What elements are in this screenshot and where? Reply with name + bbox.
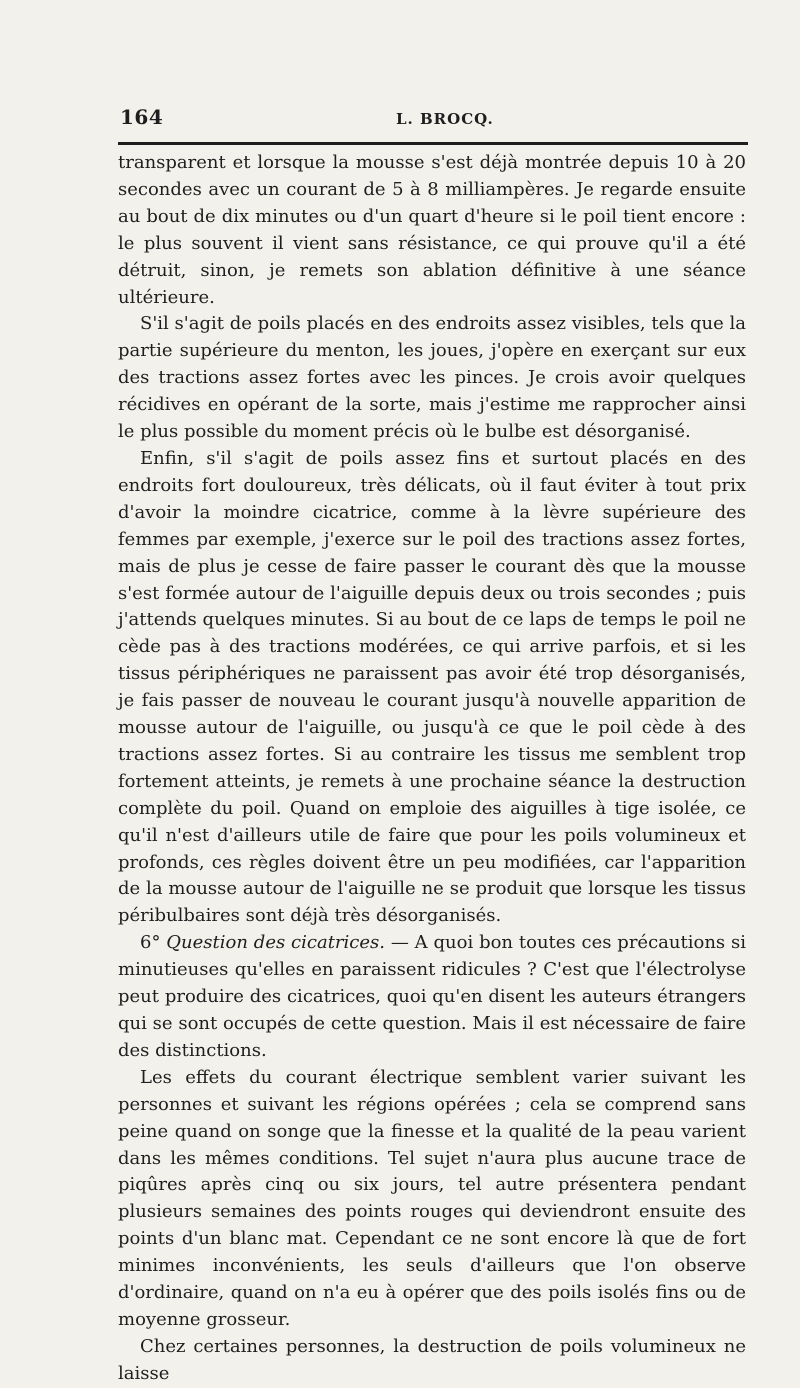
header-rule (118, 142, 748, 145)
paragraph-3: Enfin, s'il s'agit de poils assez fins et surtout placés en des endroits fort douloureux, très délicats, où il faut éviter à tout prix d'avoir la moindre cicatrice, comme à la lèvre supérieure des femmes par exemple, j'exerce sur le poil des tractions assez fortes, mais de plus je cesse de faire passer le courant dès que la mousse s'est formée autour de l'aiguille depuis deux ou trois secondes ; puis j'attends quelques minutes. Si au bout de ce laps de temps le poil ne cède pas à des tractions modérées, ce qui arrive parfois, et si les tissus périphériques ne paraissent pas avoir été trop désorganisés, je fais passer de nouveau le courant jusqu'à nouvelle apparition de mousse autour de l'aiguille, ou jusqu'à ce que le poil cède à des tractions assez fortes. Si au contraire les tissus me semblent trop fortement atteints, je remets à une prochaine séance la destruction complète du poil. Quand on emploie des aiguilles à tige isolée, ce qu'il n'est d'ailleurs utile de faire que pour les poils volumineux et profonds, ces règles doivent être un peu modifiées, car l'apparition de la mousse autour de l'aiguille ne se produit que lorsque les tissus péribulbaires sont déjà très désorganisés. (118, 447, 746, 927)
page-header (118, 103, 746, 137)
running-head: L. BROCQ. (396, 110, 494, 128)
paragraph-4 (118, 930, 746, 1065)
section-heading: Question des cicatrices. (166, 932, 385, 954)
body-text (118, 150, 746, 1388)
paragraph-4-text: — A quoi bon toutes ces précautions si minutieuses qu'elles en paraissent ridicules ? C'est que l'électrolyse peut produire des cicatrices, quoi qu'en disent les auteurs étrangers qui se sont occupés de cette question. Mais il est nécessaire de faire des distinctions. (118, 932, 746, 1061)
paragraph-5: Les effets du courant électrique semblent varier suivant les personnes et suivant les régions opérées ; cela se comprend sans peine quand on songe que la finesse et la qualité de la peau varient dans les mêmes conditions. Tel sujet n'aura plus aucune trace de piqûres après cinq ou six jours, tel autre présentera pendant plusieurs semaines des points rouges qui deviendront ensuite des points d'un blanc mat. Cependant ce ne sont encore là que de fort minimes inconvénients, les seuls d'ailleurs que l'on observe d'ordinaire, quand on n'a eu à opérer que des poils isolés fins ou de moyenne grosseur. (118, 1066, 746, 1330)
paragraph-1: transparent et lorsque la mousse s'est déjà montrée depuis 10 à 20 secondes avec un courant de 5 à 8 milliampères. Je regarde ensuite au bout de dix minutes ou d'un quart d'heure si le poil tient encore : le plus souvent il vient sans résistance, ce qui prouve qu'il a été détruit, sinon, je remets son ablation définitive à une séance ultérieure. (118, 152, 746, 308)
paragraph-2: S'il s'agit de poils placés en des endroits assez visibles, tels que la partie supérieure du menton, les joues, j'opère en exerçant sur eux des tractions assez fortes avec les pinces. Je crois avoir quelques récidives en opérant de la sorte, mais j'estime me rapprocher ainsi le plus possible du moment précis où le bulbe est désorganisé. (118, 313, 746, 443)
section-number: 6° (140, 932, 161, 954)
page-number: 164 (120, 105, 164, 129)
paragraph-6: Chez certaines personnes, la destruction de poils volumineux ne laisse (118, 1335, 746, 1384)
